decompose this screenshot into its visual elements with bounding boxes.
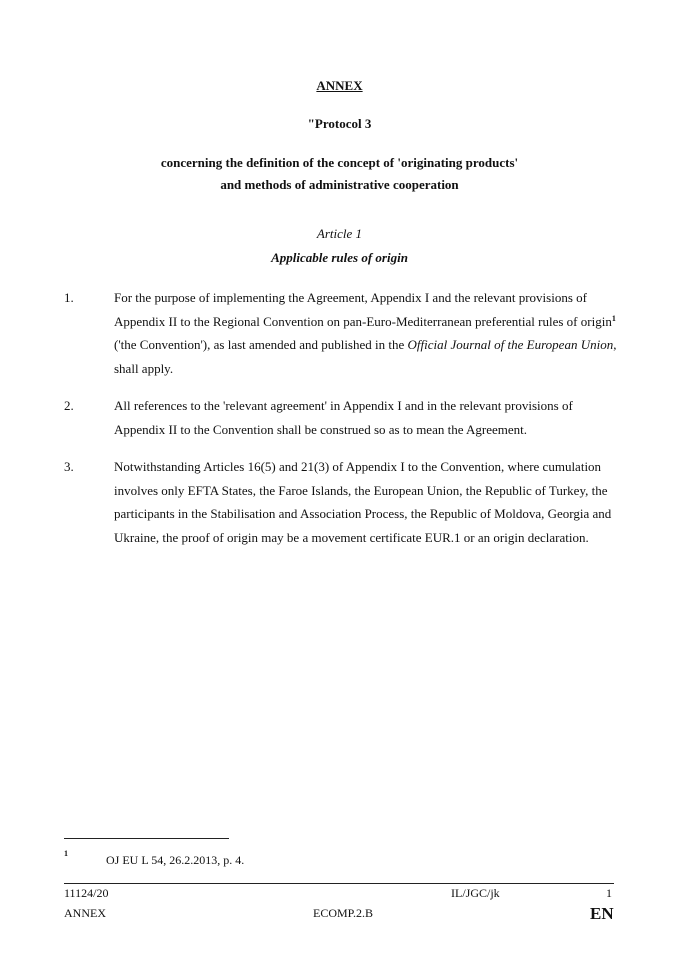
paragraph-number: 3.	[64, 459, 74, 474]
protocol-subtitle	[0, 152, 679, 196]
paragraph-text: All references to the 'relevant agreement' in Appendix I and in the relevant provisions of Appendix II to the Convention shall be construed so as to mean the Agreement.	[114, 398, 573, 437]
footnote-reference[interactable]: 1	[611, 313, 616, 323]
paragraph-text	[114, 286, 624, 380]
paragraph-text: Notwithstanding Articles 16(5) and 21(3) of Appendix I to the Convention, where cumulation involves only EFTA States, the Faroe Islands, the European Union, the Republic of Turkey, the participants in the Stabilisation and Association Process, the Republic of Moldova, Georgia and Ukraine, the proof of origin may be a movement certificate EUR.1 or an origin declaration.	[114, 459, 612, 545]
footer-dg-code: ECOMP.2.B	[313, 906, 374, 920]
annex-title: ANNEX	[316, 78, 363, 93]
subtitle-line-2: and methods of administrative cooperation	[220, 177, 459, 192]
subtitle-line-1: concerning the definition of the concept of 'originating products'	[160, 155, 519, 170]
footer-doc-number: 11124/20	[64, 886, 109, 900]
footnote-divider	[64, 838, 229, 839]
paragraph-text-part: ('the Convention'), as last amended and published in the	[114, 337, 408, 352]
paragraph-number: 1.	[64, 290, 74, 305]
article-number: Article 1	[316, 226, 363, 241]
footer-initials: IL/JGC/jk	[451, 886, 500, 900]
footnote-text: OJ EU L 54, 26.2.2013, p. 4.	[106, 853, 245, 867]
journal-title: Official Journal of the European Union	[407, 337, 614, 352]
article-title: Applicable rules of origin	[271, 250, 408, 265]
paragraph-text-part: , shall apply.	[114, 337, 617, 376]
paragraph-text-part: For the purpose of implementing the Agreement, Appendix I and the relevant provisions of Appendix II to the Regional Convention on pan-Euro-Mediterranean preferential rules of origin	[114, 290, 612, 329]
paragraph-number: 2.	[64, 398, 74, 413]
footer-language: EN	[590, 904, 614, 923]
protocol-heading: "Protocol 3	[307, 116, 372, 131]
footer-annex: ANNEX	[64, 906, 106, 920]
footnote-mark: 1	[64, 849, 68, 858]
footer-page-number: 1	[606, 886, 612, 900]
footer-divider	[64, 883, 614, 884]
